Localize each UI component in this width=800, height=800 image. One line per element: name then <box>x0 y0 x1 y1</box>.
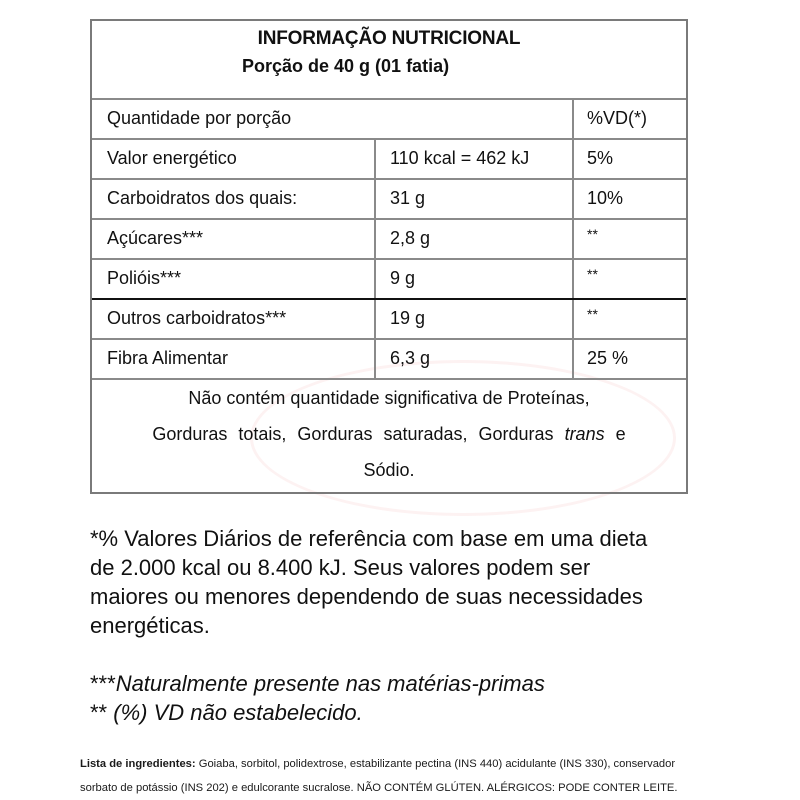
naturally-present-text: Naturalmente presente nas matérias-primas <box>115 671 545 696</box>
nutrient-name: Valor energético <box>107 148 237 168</box>
daily-values-line-2: de 2.000 kcal ou 8.400 kJ. Seus valores podem ser <box>90 555 591 580</box>
nutrient-amount: 31 g <box>374 180 572 218</box>
nutrient-name: Polióis*** <box>107 268 182 288</box>
note-line-2-prefix: Gorduras totais, Gorduras saturadas, Gorduras <box>152 424 565 444</box>
panel-title: INFORMAÇÃO NUTRICIONAL <box>257 28 521 49</box>
nutrition-facts-table <box>90 19 688 494</box>
note-line-2-suffix: e <box>604 424 626 444</box>
ingredients-text-1: Goiaba, sorbitol, polidextrose, estabilizante pectina (INS 440) acidulante (INS 330), conservador <box>195 758 676 770</box>
nutrient-amount: 110 kcal = 462 kJ <box>374 140 572 178</box>
nutrient-name: Carboidratos dos quais: <box>107 188 298 208</box>
dv-header: %VD(*) <box>572 100 688 138</box>
note-line-2 <box>92 416 686 452</box>
footnote-gap <box>90 640 750 669</box>
nutrient-dv: 5% <box>572 140 688 178</box>
nutrient-amount: 9 g <box>374 260 572 298</box>
table-row <box>92 300 686 340</box>
not-significant-note <box>92 380 686 494</box>
table-title-block <box>92 21 686 100</box>
naturally-present-note <box>90 669 750 698</box>
nutrient-amount: 19 g <box>374 300 572 338</box>
note-line-3: Sódio. <box>363 460 415 480</box>
table-header-row <box>92 100 686 140</box>
ingredients-list <box>80 752 740 800</box>
table-row <box>92 340 686 380</box>
daily-values-line-3: maiores ou menores dependendo de suas necessidades <box>90 584 643 609</box>
table-row <box>92 220 686 260</box>
daily-values-line-4: energéticas. <box>90 613 210 638</box>
footnotes <box>90 524 750 727</box>
serving-size: Porção de 40 g (01 fatia) <box>242 56 450 76</box>
quantity-header: Quantidade por porção <box>107 108 292 128</box>
note-trans-italic: trans <box>564 424 605 444</box>
dv-not-established-note <box>90 698 750 727</box>
nutrient-dv: 10% <box>572 180 688 218</box>
daily-values-line-1: *% Valores Diários de referência com base em uma dieta <box>90 526 648 551</box>
note-line-1: Não contém quantidade significativa de Proteínas, <box>188 388 590 408</box>
nutrient-dv: ** <box>572 220 688 258</box>
double-asterisk: ** <box>90 700 114 725</box>
nutrient-name: Açúcares*** <box>107 228 204 248</box>
nutrient-dv: 25 % <box>572 340 688 378</box>
table-row <box>92 140 686 180</box>
table-row <box>92 180 686 220</box>
nutrient-amount: 2,8 g <box>374 220 572 258</box>
ingredients-label: Lista de ingredientes: <box>80 758 196 770</box>
ingredients-text-2: sorbato de potássio (INS 202) e edulcorante sucralose. NÃO CONTÉM GLÚTEN. ALÉRGICOS: PODE CONTER LEITE. <box>80 782 678 794</box>
nutrient-name: Outros carboidratos*** <box>107 308 287 328</box>
triple-asterisk: *** <box>90 671 116 696</box>
nutrient-amount: 6,3 g <box>374 340 572 378</box>
dv-not-established-text: (%) VD não estabelecido. <box>113 700 363 725</box>
nutrient-dv: ** <box>572 260 688 298</box>
nutrient-dv: ** <box>572 300 688 338</box>
nutrient-name: Fibra Alimentar <box>107 348 229 368</box>
table-row <box>92 260 686 300</box>
